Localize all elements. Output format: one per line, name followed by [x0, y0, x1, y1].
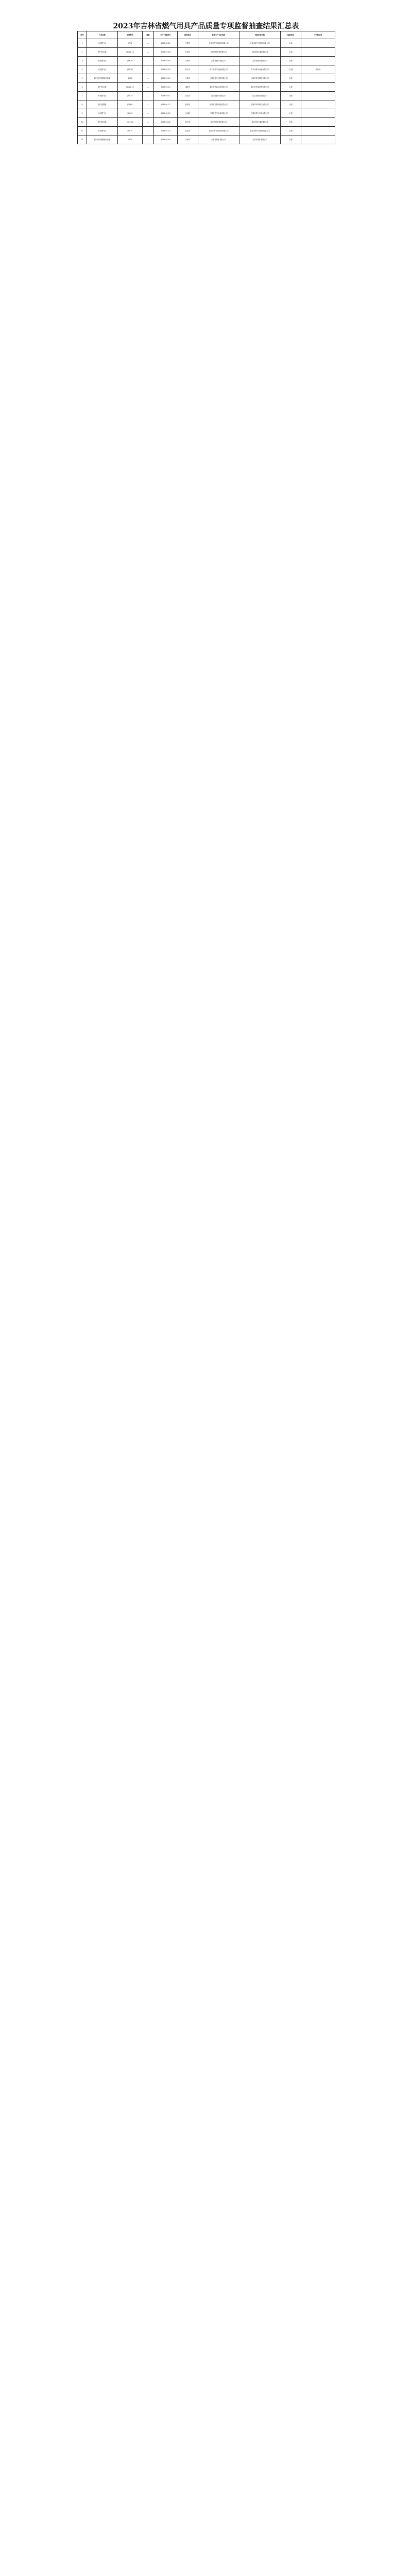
- table-cell: 2023-02-03: [154, 109, 178, 118]
- table-cell: 延边州热水器有限公司: [239, 118, 281, 127]
- table-cell: —: [143, 109, 154, 118]
- table-cell: 长春市燃气具制造有限公司: [239, 127, 281, 135]
- page-title: 2023年吉林省燃气用具产品质量专项监督抽查结果汇总表: [113, 22, 299, 30]
- table-cell: 不合格: [281, 65, 301, 74]
- table-cell: 吉林省热水器有限公司: [198, 48, 239, 57]
- table-cell: 合格: [281, 92, 301, 100]
- table-cell: —: [143, 39, 154, 48]
- table-cell: 2023-03-05: [154, 57, 178, 65]
- table-cell: 白山市燃具有限公司: [239, 92, 281, 100]
- table-cell: 辽源市管件制造有限公司: [198, 74, 239, 83]
- table-cell: 白城市: [178, 109, 198, 118]
- table-cell: 合格: [281, 100, 301, 109]
- table-cell: 12: [78, 135, 87, 144]
- table-cell: 吉林市燃具有限公司: [239, 57, 281, 65]
- column-header: 受检单位名称: [239, 31, 281, 39]
- table-cell: 长春市燃气具制造有限公司: [198, 127, 239, 135]
- table-cell: 合格: [281, 83, 301, 92]
- column-header: 不合格项目: [301, 31, 335, 39]
- table-cell: 辽源市: [178, 74, 198, 83]
- table-cell: 合格: [281, 48, 301, 57]
- table-cell: JZT-2D: [118, 65, 143, 74]
- table-cell: 通化市热能设备有限公司: [239, 83, 281, 92]
- column-header: 商标: [143, 31, 154, 39]
- column-header: 标称生产企业名称: [198, 31, 239, 39]
- table-cell: 2023-02-14: [154, 83, 178, 92]
- table-cell: 吉林省热水器有限公司: [239, 48, 281, 57]
- table-cell: 10: [78, 118, 87, 127]
- table-cell: 合格: [281, 74, 301, 83]
- table-cell: 吉林市管件有限公司: [198, 135, 239, 144]
- table-cell: —: [143, 74, 154, 83]
- table-cell: 合格: [281, 127, 301, 135]
- table-row: [78, 65, 335, 74]
- column-header: 规格型号: [118, 31, 143, 39]
- table-cell: —: [143, 135, 154, 144]
- table-cell: 2023-02-22: [154, 65, 178, 74]
- table-cell: JZT-2F: [118, 127, 143, 135]
- table-row: [78, 83, 335, 92]
- table-cell: 2023-01-27: [154, 100, 178, 109]
- table-cell: 家用燃气灶: [87, 127, 118, 135]
- table-cell: 燃气用不锈钢波纹软管: [87, 135, 118, 144]
- table-cell: 长春市燃气具制造有限公司: [198, 39, 239, 48]
- table-cell: 延边州热水器有限公司: [198, 118, 239, 127]
- result-table: [77, 31, 335, 144]
- table-cell: 3: [78, 57, 87, 65]
- table-cell: 延边州: [178, 118, 198, 127]
- table-cell: DN15: [118, 74, 143, 83]
- table-cell: 2023-02-10: [154, 39, 178, 48]
- table-cell: 合格: [281, 135, 301, 144]
- table-cell: [301, 109, 335, 118]
- table-row: [78, 109, 335, 118]
- table-cell: 11: [78, 127, 87, 135]
- table-cell: 合格: [281, 118, 301, 127]
- table-cell: DN20: [118, 135, 143, 144]
- table-cell: 四平市燃气设备有限公司: [239, 65, 281, 74]
- table-cell: 吉林市管件有限公司: [239, 135, 281, 144]
- table-cell: 辽源市管件制造有限公司: [239, 74, 281, 83]
- table-cell: 热负荷: [301, 65, 335, 74]
- table-cell: —: [143, 83, 154, 92]
- table-cell: 1: [78, 39, 87, 48]
- table-cell: 家用燃气灶: [87, 39, 118, 48]
- table-cell: —: [143, 118, 154, 127]
- table-cell: [301, 74, 335, 83]
- table-cell: 家用燃气灶: [87, 92, 118, 100]
- table-cell: 燃气用不锈钢波纹软管: [87, 74, 118, 83]
- table-cell: 白城市燃气用具有限公司: [239, 109, 281, 118]
- table-cell: 5: [78, 74, 87, 83]
- table-cell: 长春市: [178, 39, 198, 48]
- table-cell: 6: [78, 83, 87, 92]
- table-cell: [301, 57, 335, 65]
- table-row: [78, 135, 335, 144]
- table-cell: 家用燃气灶: [87, 109, 118, 118]
- table-cell: 四平市燃气设备有限公司: [198, 65, 239, 74]
- table-row: [78, 39, 335, 48]
- table-cell: 2: [78, 48, 87, 57]
- table-cell: —: [143, 57, 154, 65]
- table-cell: [301, 83, 335, 92]
- table-cell: 合格: [281, 109, 301, 118]
- table-cell: 合格: [281, 57, 301, 65]
- table-cell: 白山市燃具有限公司: [198, 92, 239, 100]
- table-cell: —: [143, 48, 154, 57]
- table-cell: 燃气热水器: [87, 48, 118, 57]
- table-cell: 2023-01-18: [154, 48, 178, 57]
- table-cell: 家用燃气灶: [87, 57, 118, 65]
- table-row: [78, 92, 335, 100]
- table-cell: 松原市安防科技有限公司: [198, 100, 239, 109]
- column-header: 生产日期/批号: [154, 31, 178, 39]
- table-cell: 燃气报警器: [87, 100, 118, 109]
- table-cell: JZY-2B: [118, 57, 143, 65]
- table-cell: 8: [78, 100, 87, 109]
- table-cell: 合格: [281, 39, 301, 48]
- table-cell: 2023-03-11: [154, 92, 178, 100]
- table-row: [78, 100, 335, 109]
- table-cell: 通化市: [178, 83, 198, 92]
- table-header-row: [78, 31, 335, 39]
- table-cell: JSQ24-12: [118, 83, 143, 92]
- table-cell: [301, 39, 335, 48]
- table-cell: —: [143, 65, 154, 74]
- table-cell: 吉林市: [178, 135, 198, 144]
- table-cell: —: [143, 92, 154, 100]
- table-cell: 燃气热水器: [87, 118, 118, 127]
- table-cell: 松原市: [178, 100, 198, 109]
- table-cell: 2023-02-19: [154, 135, 178, 144]
- table-cell: 2023-03-02: [154, 118, 178, 127]
- table-cell: 长春市: [178, 48, 198, 57]
- table-cell: 长春市: [178, 127, 198, 135]
- column-header: 抽样地点: [178, 31, 198, 39]
- table-cell: JSQ16-8: [118, 118, 143, 127]
- table-cell: —: [143, 127, 154, 135]
- table-cell: JSQ20-10: [118, 48, 143, 57]
- table-cell: 松原市安防科技有限公司: [239, 100, 281, 109]
- table-cell: JZT-2: [118, 39, 143, 48]
- table-cell: JT-BJ01: [118, 100, 143, 109]
- table-cell: [301, 92, 335, 100]
- column-header: 产品名称: [87, 31, 118, 39]
- table-cell: 2023-01-15: [154, 127, 178, 135]
- table-cell: 燃气热水器: [87, 83, 118, 92]
- table-row: [78, 48, 335, 57]
- table-cell: 白城市燃气用具有限公司: [198, 109, 239, 118]
- table-cell: [301, 127, 335, 135]
- table-cell: 4: [78, 65, 87, 74]
- table-cell: 白山市: [178, 92, 198, 100]
- table-cell: —: [143, 100, 154, 109]
- table-row: [78, 57, 335, 65]
- table-row: [78, 74, 335, 83]
- table-cell: JZT-2E: [118, 92, 143, 100]
- table-cell: JZY-2C: [118, 109, 143, 118]
- table-cell: 吉林市燃具有限公司: [198, 57, 239, 65]
- table-cell: [301, 100, 335, 109]
- table-cell: 四平市: [178, 65, 198, 74]
- table-cell: 9: [78, 109, 87, 118]
- column-header: 序号: [78, 31, 87, 39]
- table-cell: 7: [78, 92, 87, 100]
- table-cell: [301, 135, 335, 144]
- table-cell: 通化市热能设备有限公司: [198, 83, 239, 92]
- table-cell: [301, 48, 335, 57]
- table-cell: [301, 118, 335, 127]
- table-row: [78, 118, 335, 127]
- table-cell: 家用燃气灶: [87, 65, 118, 74]
- table-row: [78, 127, 335, 135]
- table-cell: 长春市燃气具制造有限公司: [239, 39, 281, 48]
- table-cell: 2023-01-09: [154, 74, 178, 83]
- column-header: 检验结论: [281, 31, 301, 39]
- table-cell: 吉林市: [178, 57, 198, 65]
